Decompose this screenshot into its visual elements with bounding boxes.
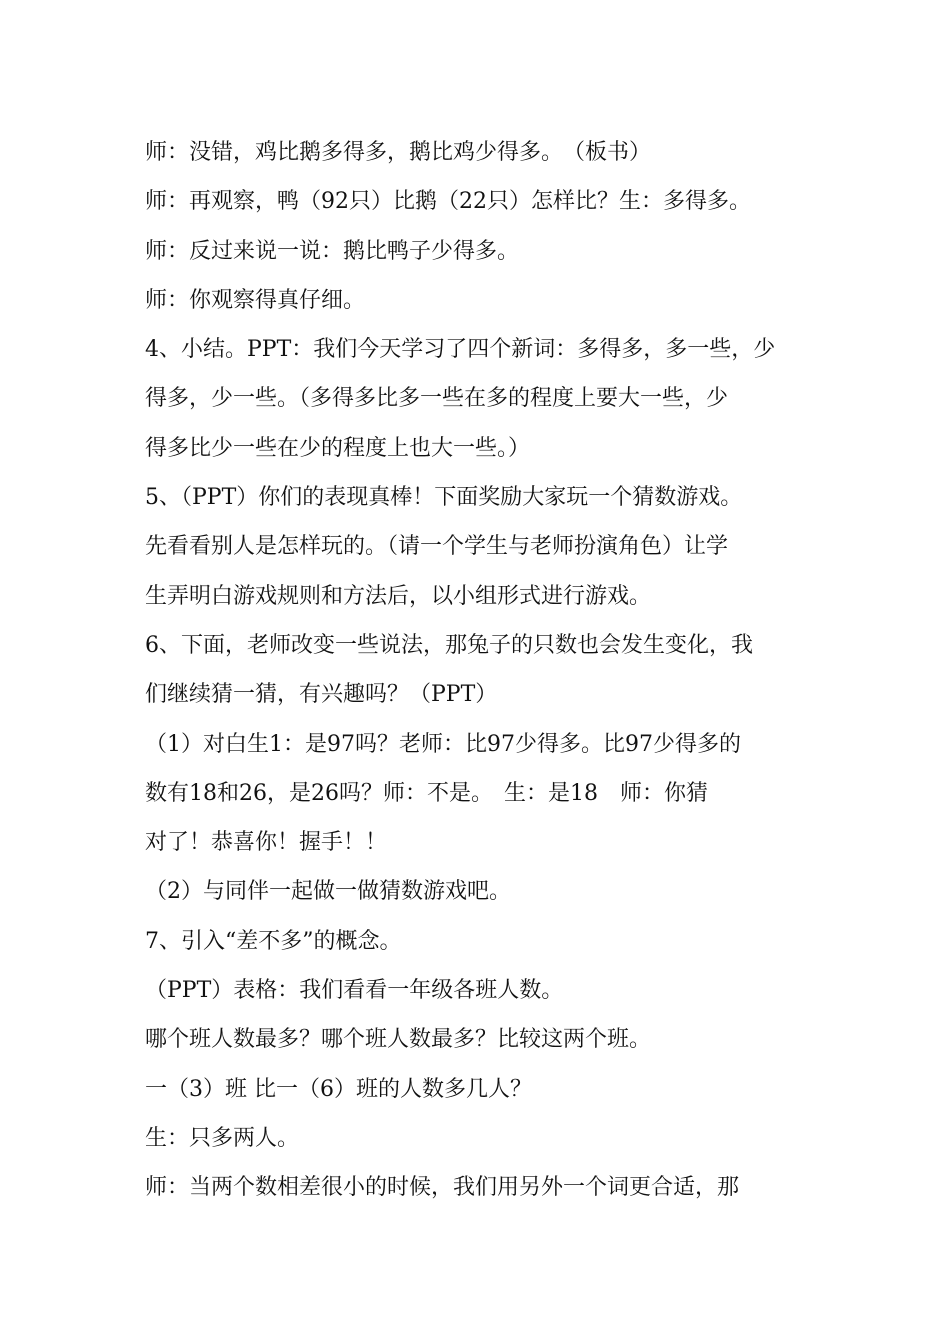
text-line-9: 先看看别人是怎样玩的。（请一个学生与老师扮演角色）让学 bbox=[145, 534, 729, 560]
text-line-3: 师：反过来说一说：鹅比鸭子少得多。 bbox=[145, 238, 520, 264]
text-line-2: 师：再观察，鸭（92只）比鹅（22只）怎样比？生：多得多。 bbox=[145, 189, 751, 215]
text-line-5: 4、小结。PPT：我们今天学习了四个新词：多得多，多一些，少 bbox=[145, 337, 776, 363]
text-line-21: 生：只多两人。 bbox=[145, 1125, 300, 1151]
text-line-13: （1）对白生1：是97吗？老师：比97少得多。比97少得多的 bbox=[145, 731, 741, 757]
text-line-10: 生弄明白游戏规则和方法后，以小组形式进行游戏。 bbox=[145, 583, 652, 609]
text-line-11: 6、下面，老师改变一些说法，那兔子的只数也会发生变化，我 bbox=[145, 632, 753, 658]
text-line-1: 师：没错，鸡比鹅多得多，鹅比鸡少得多。 （板书） bbox=[145, 140, 652, 165]
text-line-14: 数有18和26，是26吗？师：不是。 生：是18 师：你猜 bbox=[145, 780, 708, 806]
text-line-20: 一（3）班 比一（6）班的人数多几人？ bbox=[145, 1076, 532, 1102]
text-line-17: 7、引入“差不多”的概念。 bbox=[145, 928, 402, 954]
text-line-8: 5、（PPT）你们的表现真棒！下面奖励大家玩一个猜数游戏。 bbox=[145, 485, 743, 511]
text-line-7: 得多比少一些在少的程度上也大一些。） bbox=[145, 435, 531, 461]
text-line-15: 对了！恭喜你！握手！！ bbox=[145, 830, 388, 856]
text-line-18: （PPT）表格：我们看看一年级各班人数。 bbox=[145, 978, 564, 1004]
text-line-4: 师：你观察得真仔细。 bbox=[145, 287, 366, 313]
document-body bbox=[145, 128, 815, 1213]
text-line-12: 们继续猜一猜，有兴趣吗？（PPT） bbox=[145, 682, 498, 708]
text-line-22: 师：当两个数相差很小的时候，我们用另外一个词更合适，那 bbox=[145, 1175, 740, 1201]
text-line-6: 得多，少一些。（多得多比多一些在多的程度上要大一些，少 bbox=[145, 386, 729, 412]
text-line-19: 哪个班人数最多？哪个班人数最多？比较这两个班。 bbox=[145, 1027, 652, 1053]
text-line-16: （2）与同伴一起做一做猜数游戏吧。 bbox=[145, 879, 511, 905]
